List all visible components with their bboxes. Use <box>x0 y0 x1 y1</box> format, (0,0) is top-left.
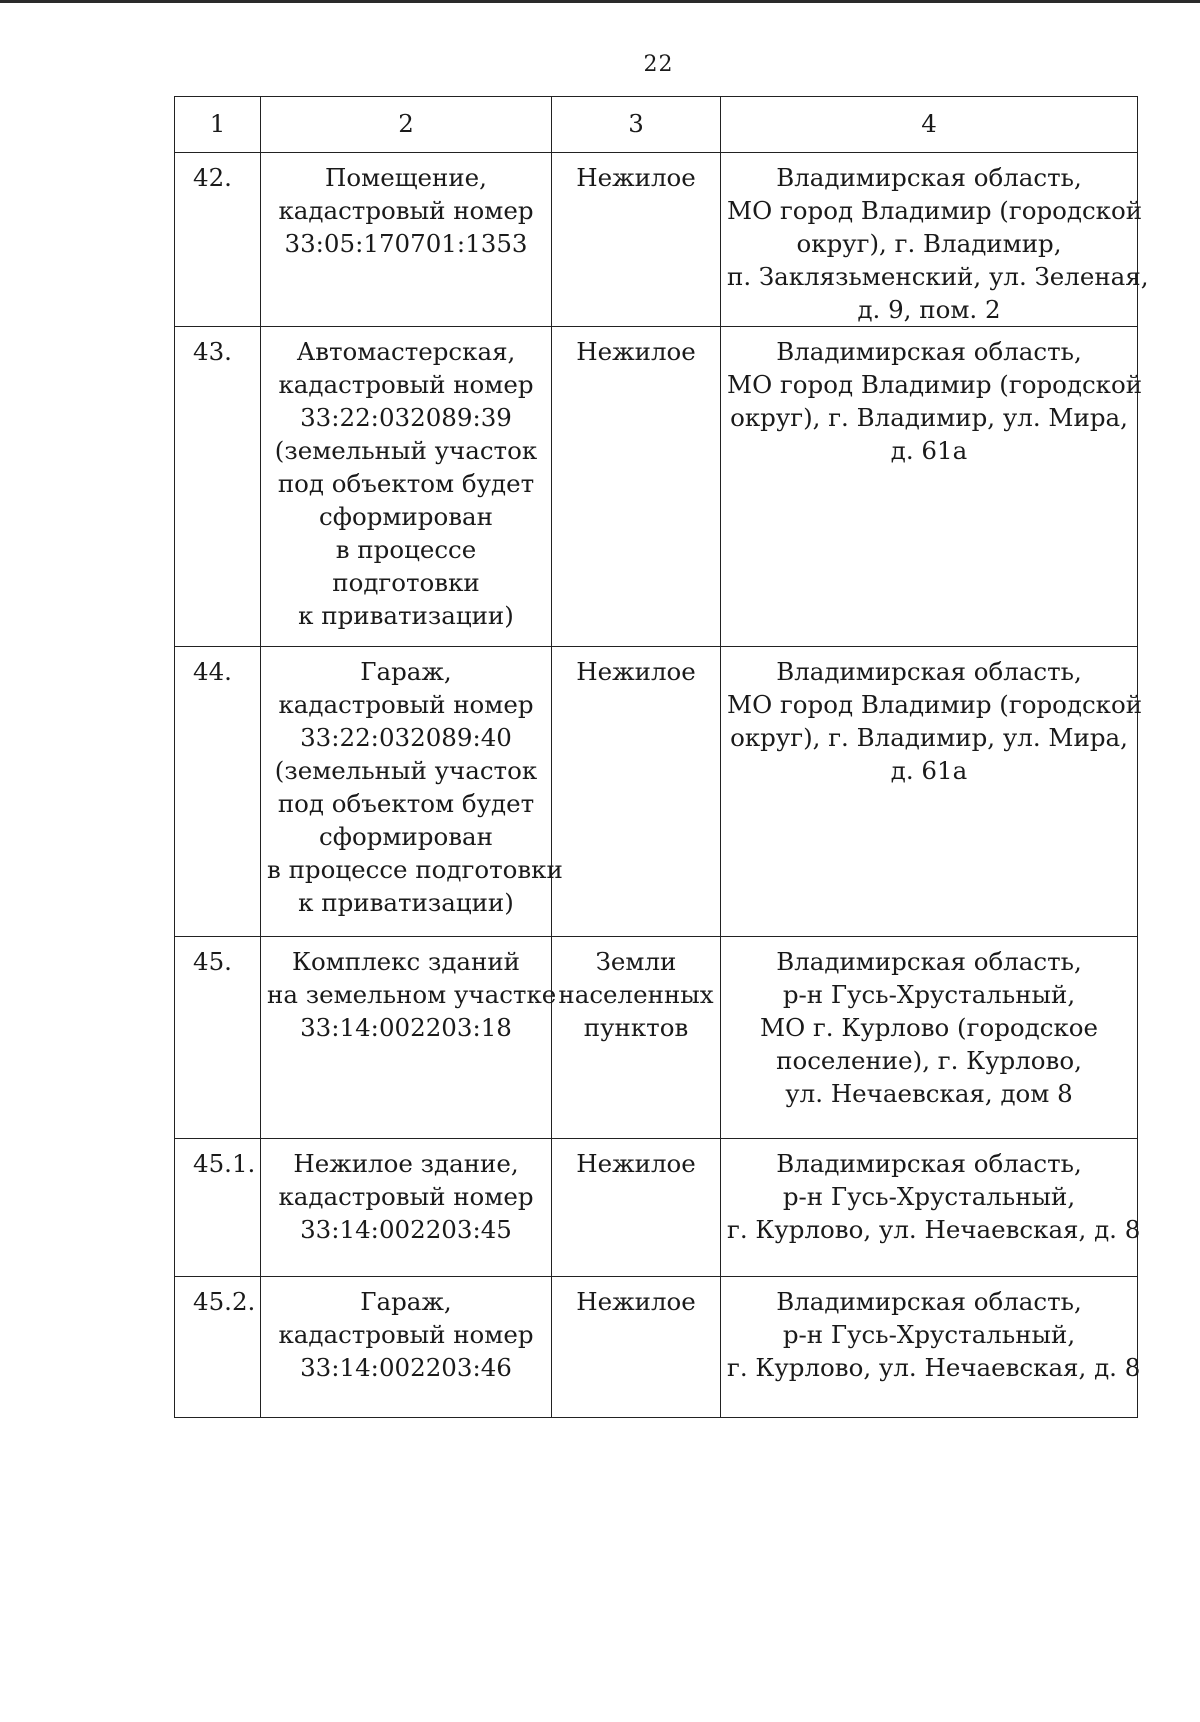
table-row <box>175 1277 1138 1418</box>
object-address-line: г. Курлово, ул. Нечаевская, д. 8 <box>727 1353 1141 1382</box>
object-name-line: на земельном участке <box>267 980 557 1009</box>
table-row <box>175 153 1138 327</box>
object-name-line: к приватизации) <box>298 601 514 630</box>
table-row <box>175 1139 1138 1277</box>
object-name-line: сформирован <box>319 822 493 851</box>
object-address-cell <box>721 937 1138 1139</box>
object-type-line: Нежилое <box>576 657 696 686</box>
header-cell-4: 4 <box>721 97 1138 153</box>
object-address-line: МО г. Курлово (городское <box>759 1013 1099 1042</box>
row-number: 45.2. <box>193 1287 256 1316</box>
object-name-cell <box>261 1139 552 1277</box>
object-address-line: Владимирская область, <box>776 947 1082 976</box>
object-name-line: под объектом будет <box>277 789 535 818</box>
row-number-cell <box>175 1277 261 1418</box>
header-cell-3: 3 <box>552 97 721 153</box>
object-type-cell <box>552 1139 721 1277</box>
object-name-line: 33:14:002203:45 <box>300 1215 512 1244</box>
row-number: 45.1. <box>193 1149 256 1178</box>
row-number: 45. <box>193 947 232 976</box>
object-name-line: 33:14:002203:46 <box>300 1353 512 1382</box>
row-number: 44. <box>193 657 232 686</box>
object-address-line: МО город Владимир (городской <box>727 690 1143 719</box>
header-cell-1: 1 <box>175 97 261 153</box>
row-number: 42. <box>193 163 232 192</box>
object-name-line: под объектом будет <box>277 469 535 498</box>
object-address-line: г. Курлово, ул. Нечаевская, д. 8 <box>727 1215 1141 1244</box>
object-name-line: в процессе подготовки <box>267 855 563 884</box>
object-address-line: округ), г. Владимир, ул. Мира, <box>730 403 1128 432</box>
object-name-line: кадастровый номер <box>278 196 534 225</box>
object-address-line: МО город Владимир (городской <box>727 196 1143 225</box>
object-address-line: округ), г. Владимир, ул. Мира, <box>730 723 1128 752</box>
object-type-cell <box>552 327 721 647</box>
object-name-cell <box>261 647 563 937</box>
table-row <box>175 647 1138 937</box>
object-name-line: (земельный участок <box>274 756 538 785</box>
object-type-cell <box>552 153 721 327</box>
object-name-cell <box>261 937 557 1139</box>
row-number-cell <box>175 153 261 327</box>
object-name-line: 33:22:032089:40 <box>300 723 512 752</box>
object-name-line: кадастровый номер <box>278 370 534 399</box>
object-name-line: Гараж, <box>360 657 452 686</box>
object-address-line: округ), г. Владимир, <box>796 229 1062 258</box>
object-type-line: Нежилое <box>576 1149 696 1178</box>
property-table <box>174 96 1149 1418</box>
object-name-line: 33:22:032089:39 <box>300 403 512 432</box>
object-type-cell <box>552 937 721 1139</box>
object-address-line: д. 9, пом. 2 <box>857 295 1001 324</box>
object-name-line: Помещение, <box>325 163 487 192</box>
object-address-line: п. Заклязьменский, ул. Зеленая, <box>727 262 1149 291</box>
object-address-line: МО город Владимир (городской <box>727 370 1143 399</box>
object-address-line: поселение), г. Курлово, <box>776 1046 1082 1075</box>
object-name-line: Гараж, <box>360 1287 452 1316</box>
object-address-line: р-н Гусь-Хрустальный, <box>782 980 1076 1009</box>
object-name-line: к приватизации) <box>298 888 514 917</box>
table-header-row <box>175 97 1138 153</box>
object-address-line: р-н Гусь-Хрустальный, <box>782 1320 1076 1349</box>
object-name-line: кадастровый номер <box>278 690 534 719</box>
object-name-cell <box>261 327 552 647</box>
object-type-line: Земли <box>595 947 677 976</box>
object-name-line: Нежилое здание, <box>293 1149 519 1178</box>
object-name-line: подготовки <box>332 568 480 597</box>
object-type-cell <box>552 1277 721 1418</box>
row-number: 43. <box>193 337 232 366</box>
object-name-line: сформирован <box>319 502 493 531</box>
object-type-line: Нежилое <box>576 1287 696 1316</box>
object-address-cell <box>721 1139 1141 1277</box>
object-name-line: Комплекс зданий <box>291 947 521 976</box>
object-address-line: Владимирская область, <box>776 163 1082 192</box>
object-name-line: Автомастерская, <box>296 337 516 366</box>
row-number-cell <box>175 327 261 647</box>
object-address-cell <box>721 153 1149 327</box>
object-address-line: ул. Нечаевская, дом 8 <box>785 1079 1073 1108</box>
object-address-cell <box>721 647 1143 937</box>
object-name-cell <box>261 1277 552 1418</box>
header-cell-2: 2 <box>261 97 552 153</box>
object-address-line: Владимирская область, <box>776 657 1082 686</box>
table-row <box>175 327 1138 647</box>
object-address-line: д. 61а <box>890 436 968 465</box>
page-number: 22 <box>643 52 674 77</box>
object-address-line: Владимирская область, <box>776 1287 1082 1316</box>
object-name-line: кадастровый номер <box>278 1182 534 1211</box>
object-name-line: в процессе <box>335 535 477 564</box>
object-address-cell <box>721 1277 1141 1418</box>
object-type-cell <box>552 647 721 937</box>
row-number-cell <box>175 647 261 937</box>
object-name-line: 33:05:170701:1353 <box>284 229 528 258</box>
object-name-line: (земельный участок <box>274 436 538 465</box>
object-type-line: Нежилое <box>576 337 696 366</box>
object-type-line: пунктов <box>583 1013 689 1042</box>
page-top-edge <box>0 0 1200 3</box>
row-number-cell <box>175 1139 261 1277</box>
table-row <box>175 937 1138 1139</box>
row-number-cell <box>175 937 261 1139</box>
object-name-line: 33:14:002203:18 <box>300 1013 512 1042</box>
object-address-line: р-н Гусь-Хрустальный, <box>782 1182 1076 1211</box>
object-address-line: Владимирская область, <box>776 337 1082 366</box>
object-name-line: кадастровый номер <box>278 1320 534 1349</box>
object-name-cell <box>261 153 552 327</box>
object-address-line: Владимирская область, <box>776 1149 1082 1178</box>
object-address-line: д. 61а <box>890 756 968 785</box>
object-type-line: Нежилое <box>576 163 696 192</box>
object-type-line: населенных <box>558 980 714 1009</box>
object-address-cell <box>721 327 1143 647</box>
